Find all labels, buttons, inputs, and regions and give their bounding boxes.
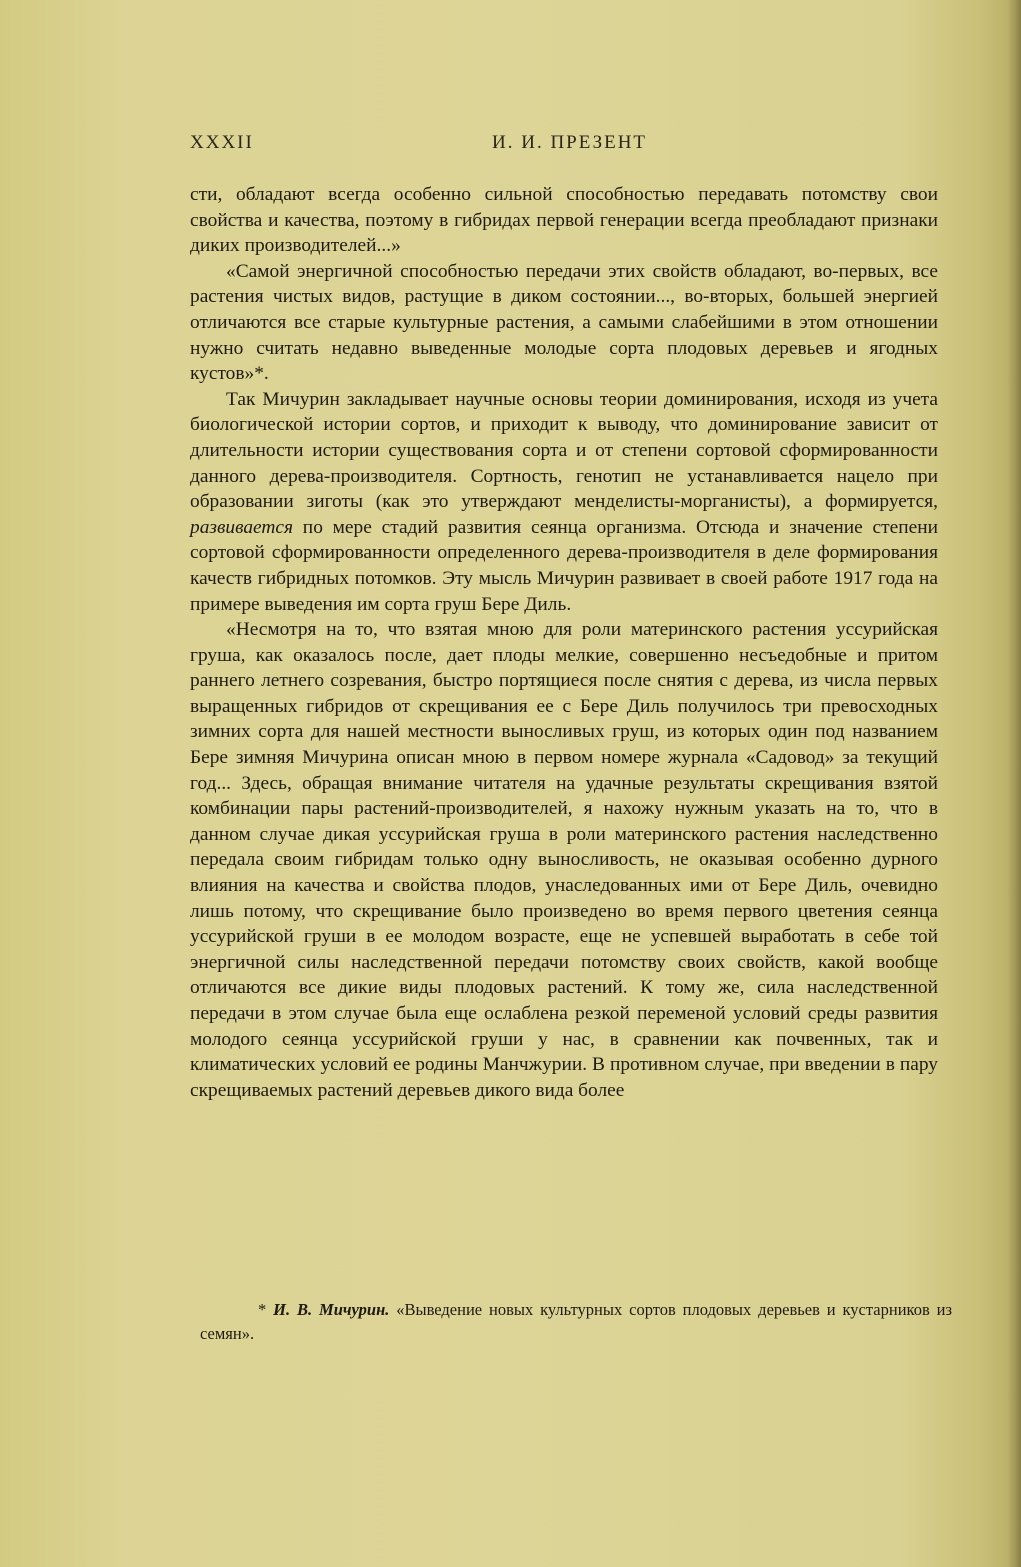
page-edge-shadow bbox=[1007, 0, 1021, 1567]
running-title: И. И. ПРЕЗЕНТ bbox=[492, 132, 648, 153]
page-number: XXXII bbox=[190, 132, 254, 153]
paragraph-dominance-theory bbox=[190, 387, 938, 617]
footnote-title: «Выведение новых культурных сортов плодовых деревьев и кустарников из семян». bbox=[200, 1300, 952, 1343]
running-header bbox=[190, 132, 938, 158]
paragraph-quote-michurin-1: «Самой энергичной способностью передачи этих свойств обладают, во-первых, все растения чистых видов, растущие в диком состоянии..., во-вторых, большей энергией отличаются все старые культурные растения, а самыми слабейшими в этом отношении нужно считать недавно выведенные молодые сорта плодовых деревьев и ягодных кустов»*. bbox=[190, 260, 938, 385]
footnote bbox=[200, 1298, 952, 1346]
paragraph-text-before: Так Мичурин закладывает научные основы теории доминирования, исходя из учета биологической истории сортов, и приходит к выводу, что доминирование зависит от длительности истории существования сорта и от степени сортовой сформированности данного дерева-производителя. Сортность, генотип не устанавливается нацело при образовании зиготы (как это утверждают менделисты-морганисты), а формируется, bbox=[190, 388, 938, 513]
footnote-marker: * bbox=[258, 1300, 274, 1319]
paragraph-continuation: сти, обладают всегда особенно сильной способностью передавать потомству свои свойства и качества, поэтому в гибридах первой генерации всегда преобладают признаки диких производителей...» bbox=[190, 184, 938, 257]
footnote-text bbox=[200, 1298, 952, 1346]
emphasized-word: развивается bbox=[190, 516, 294, 538]
paragraph-text-after: по мере стадий развития сеянца организма. Отсюда и значение степени сортовой сформированности определенного дерева-производителя в деле формирования качеств гибридных потомков. Эту мысль Мичурин развивает в своей работе 1917 года на примере выведения им сорта груш Бере Диль. bbox=[190, 516, 938, 615]
body-text bbox=[190, 182, 938, 1103]
paragraph-quote-michurin-2: «Несмотря на то, что взятая мною для роли материнского растения уссурийская груша, как оказалось после, дает плоды мелкие, совершенно несъедобные и притом раннего летнего созревания, быстро портящиеся после снятия с дерева, из числа первых выращенных гибридов от скрещивания ее с Бере Диль получилось три превосходных зимних сорта для нашей местности выносливых груш, из которых один под названием Бере зимняя Мичурина описан мною в первом номере журнала «Садовод» за текущий год... Здесь, обращая внимание читателя на удачные результаты скрещивания взятой комбинации пары растений-производителей, я нахожу нужным указать на то, что в данном случае дикая уссурийская груша в роли материнского растения наследственно передала своим гибридам только одну выносливость, не оказывая особенно дурного влияния на качества и свойства плодов, унаследованных ими от Бере Диль, очевидно лишь потому, что скрещивание было произведено во время первого цветения сеянца уссурийской груши в ее молодом возрасте, еще не успевшей выработать в себе той энергичной силы наследственной передачи потомству своих свойств, какой вообще отличаются все дикие виды плодовых растений. К тому же, сила наследственной передачи в этом случае была еще ослаблена резкой переменой условий среды развития молодого сеянца уссурийской груши у нас, в сравнении как почвенных, так и климатических условий ее родины Манчжурии. В противном случае, при введении в пару скрещиваемых растений деревьев дикого вида более bbox=[190, 619, 938, 1101]
footnote-author: И. В. Мичурин. bbox=[273, 1300, 390, 1319]
